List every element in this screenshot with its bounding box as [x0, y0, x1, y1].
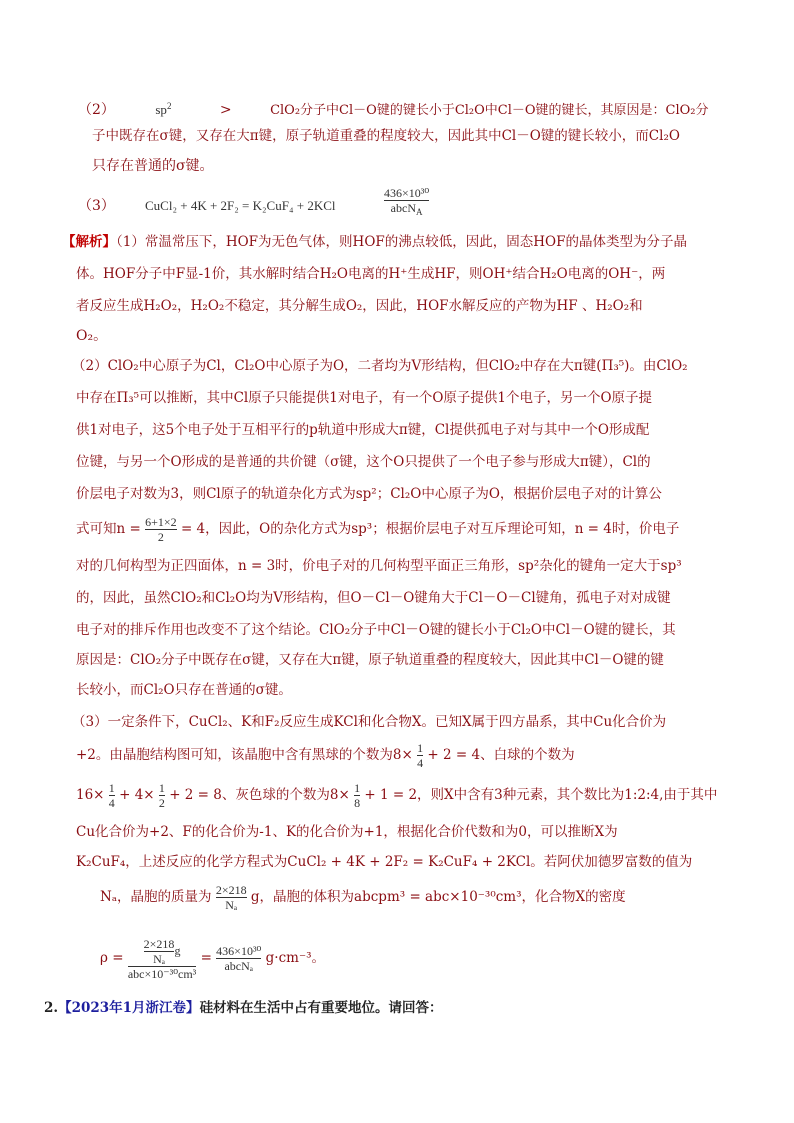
frac-den: 4	[108, 796, 115, 810]
frac-num: 436×10³⁰	[216, 944, 262, 958]
p3-line3-c: + 2 = 8、灰色球的个数为8×	[169, 787, 350, 803]
frac-den: 2	[158, 796, 165, 810]
analysis-p3-line2	[76, 738, 575, 772]
analysis-tag: 【解析】	[62, 234, 116, 250]
p3-line2-prefix: +2。由晶胞结构图可知，该晶胞中含有黑球的个数为8×	[76, 747, 413, 763]
part2-answer-line3: 只存在普通的σ键。	[92, 158, 214, 174]
rho-unit: g·cm⁻³。	[265, 950, 325, 966]
formula-prefix: 式可知n =	[76, 521, 141, 537]
analysis-p3-line3	[76, 778, 717, 812]
frac-num: 2×218	[143, 936, 175, 951]
rho-big-den: abc×10⁻³⁰cm³	[127, 966, 197, 981]
frac-num: 1	[354, 781, 361, 795]
analysis-p3-line6	[100, 878, 626, 916]
density-den	[391, 201, 423, 219]
analysis-p3-line5: K₂CuF₄，上述反应的化学方程式为CuCl₂ + 4K + 2F₂ = K₂CuF₄ + 2KCl。若阿伏加德罗富数的值为	[76, 854, 693, 870]
rho-inner-fraction	[144, 937, 175, 966]
question-text: 硅材料在生活中占有重要地位。请回答：	[199, 1000, 443, 1016]
p3-line3-fraction-3	[354, 781, 360, 810]
analysis-p2-line3: 供1对电子，这5个电子处于互相平行的p轨道中形成大π键，Cl提供孤电子对与其中一个O形成配	[76, 422, 650, 438]
part3-answer	[78, 196, 115, 216]
part2-answer-line2: 子中既存在σ键，又存在大π键，原子轨道重叠的程度较大，因此其中Cl－O键的键长较小，而Cl₂O	[92, 128, 680, 144]
frac-den: 8	[354, 796, 361, 810]
rho-g: g	[174, 942, 181, 957]
formula-fraction	[145, 515, 177, 544]
formula-num: 6+1×2	[145, 515, 177, 529]
question-number: 2.	[44, 1000, 59, 1016]
frac-den: abcNₐ	[224, 959, 254, 973]
analysis-p2b-line3: 电子对的排斥作用也改变不了这个结论。ClO₂分子中Cl－O键的键长小于Cl₂O中Cl－O键的键长，其	[76, 622, 676, 638]
analysis-p2-line4: 位键，与另一个O形成的是普通的共价键（σ键，这个O只提供了一个电子参与形成大π键），Cl的	[76, 454, 651, 470]
p3-line6-prefix: Nₐ，晶胞的质量为	[100, 889, 212, 905]
p3-line6-suffix: g，晶胞的体积为abcpm³ = abc×10⁻³⁰cm³，化合物X的密度	[250, 889, 626, 905]
analysis-p2b-line5: 长较小，而Cl₂O只存在普通的σ键。	[76, 682, 292, 698]
rho-big-fraction	[128, 937, 196, 981]
frac-den: 4	[417, 756, 424, 770]
analysis-p2-line2: 中存在Π₃⁵可以推断，其中Cl原子只能提供1对电子，有一个O原子提供1个电子，另一个O原子提	[76, 390, 653, 406]
rho-eq: =	[200, 950, 212, 966]
analysis-p1-line1	[62, 232, 687, 252]
question-2	[44, 998, 443, 1018]
analysis-p3-line4: Cu化合价为+2、F的化合价为-1、K的化合价为+1，根据化合价代数和为0，可以推断X为	[76, 824, 618, 840]
hybrid-sup: 2	[166, 101, 172, 111]
hybrid-text: sp	[155, 102, 167, 117]
density-den-text: abcN	[390, 201, 416, 215]
rho-label: ρ =	[100, 950, 124, 966]
p3-line3-d: + 1 = 2，则X中含有3种元素，其个数比为1:2:4,由于其中	[364, 787, 718, 803]
analysis-p2b-line1: 对的几何构型为正四面体，n = 3时，价电子对的几何构型平面正三角形，sp²杂化的键角一定大于sp³	[76, 558, 682, 574]
rho-result-fraction	[216, 944, 261, 973]
part3-label: （3）	[78, 198, 115, 214]
part2-label: （2）	[78, 102, 115, 118]
p3-line3-b: + 4×	[119, 787, 155, 803]
formula-suffix: = 4，因此，O的杂化方式为sp³；根据价层电子对互斥理论可知，n = 4时，价电子	[180, 521, 680, 537]
formula-den: 2	[157, 530, 164, 544]
p3-line2-fraction	[417, 741, 423, 770]
frac-num: 2×218	[215, 883, 247, 897]
question-source: 【2023年1月浙江卷】	[58, 1000, 200, 1016]
frac-num: 1	[417, 741, 424, 755]
analysis-p3-line1: （3）一定条件下，CuCl₂、K和F₂反应生成KCl和化合物X。已知X属于四方晶系，其中Cu化合价为	[72, 714, 667, 730]
analysis-p2-line5: 价层电子对数为3，则Cl原子的轨道杂化方式为sp²；Cl₂O中心原子为O，根据价层电子对的计算公	[76, 486, 662, 502]
p3-line6-fraction	[216, 883, 247, 912]
analysis-p2b-line4: 原因是：ClO₂分子中既存在σ键，又存在大π键，原子轨道重叠的程度较大，因此其中Cl－O键的键	[76, 652, 664, 668]
rho-big-num	[144, 937, 181, 966]
part3-equation: CuCl₂ + 4K + 2F₂ = K₂CuF₄ + 2KCl	[145, 198, 336, 213]
analysis-p1-line4: O₂。	[76, 328, 108, 344]
frac-num: 1	[108, 781, 115, 795]
p3-line2-suffix: + 2 = 4、白球的个数为	[427, 747, 575, 763]
frac-den: Nₐ	[225, 898, 238, 912]
part3-density-fraction	[384, 186, 429, 219]
frac-num: 1	[158, 781, 165, 795]
frac-den: Nₐ	[153, 951, 166, 966]
part2-line1-text: ClO₂分子中Cl－O键的键长小于Cl₂O中Cl－O键的键长，其原因是：ClO₂分	[270, 103, 709, 118]
p3-line3-a: 16×	[76, 787, 105, 803]
part2-compare: >	[219, 102, 232, 118]
analysis-p2b-line2: 的，因此，虽然ClO₂和Cl₂O均为V形结构，但O－Cl－O键角大于Cl－O－Cl键角，孤电子对对成键	[76, 590, 671, 606]
part2-hybrid	[155, 102, 171, 117]
p3-line3-fraction-1	[109, 781, 115, 810]
analysis-p1-line2: 体。HOF分子中F显-1价，其水解时结合H₂O电离的H⁺生成HF，则OH⁺结合H₂O电离的OH⁻，两	[76, 266, 666, 282]
analysis-p2-formula-line	[76, 512, 679, 546]
density-den-sub: A	[416, 207, 423, 217]
part2-answer-line1	[78, 96, 709, 121]
analysis-p1-line3: 者反应生成H₂O₂，H₂O₂不稳定，其分解生成O₂，因此，HOF水解反应的产物为HF 、H₂O₂和	[76, 298, 643, 314]
analysis-p2-line1: （2）ClO₂中心原子为Cl，Cl₂O中心原子为O，二者均为V形结构，但ClO₂中存在大π键(Π₃⁵)。由ClO₂	[72, 358, 688, 374]
p3-line3-fraction-2	[159, 781, 165, 810]
density-formula	[100, 928, 325, 988]
analysis-p1-text: （1）常温常压下，HOF为无色气体，则HOF的沸点较低，因此，固态HOF的晶体类型为分子晶	[116, 234, 687, 250]
density-num: 436×10³⁰	[384, 186, 430, 200]
